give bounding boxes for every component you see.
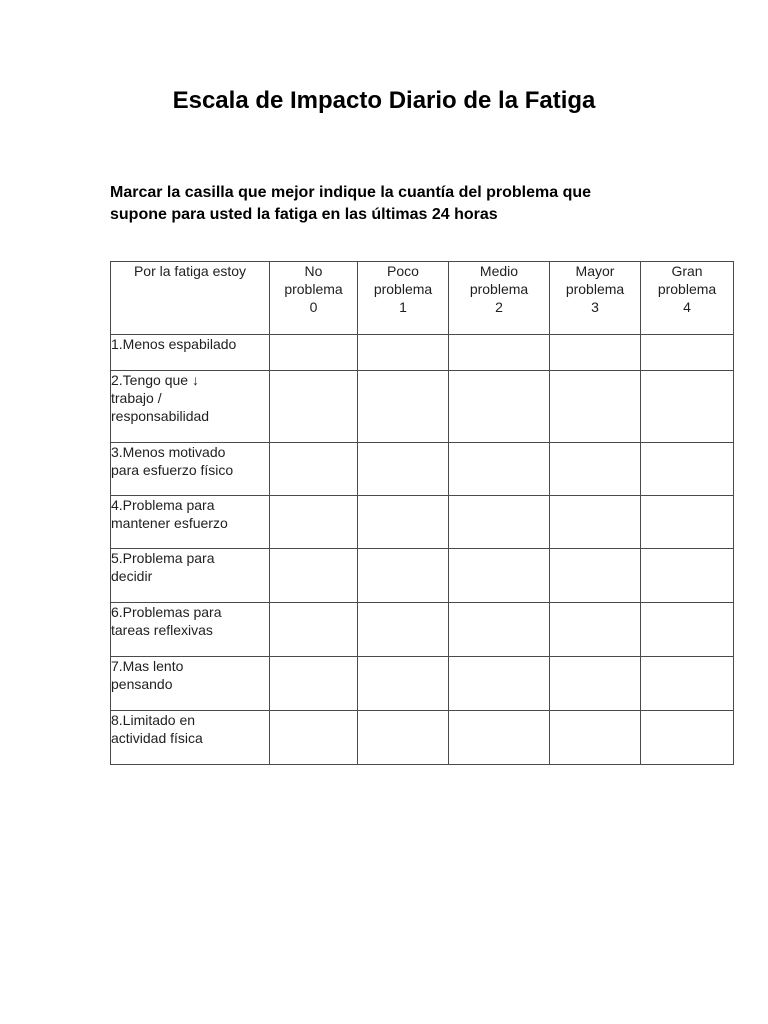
header-cell-gran-problema <box>641 262 734 335</box>
item-line: mantener esfuerzo <box>111 515 228 531</box>
header-cell-item <box>111 262 270 335</box>
rating-checkbox-3[interactable] <box>550 657 641 711</box>
header-line: Poco <box>387 263 419 279</box>
item-line: 4.Problema para <box>111 497 215 513</box>
rating-checkbox-2[interactable] <box>449 496 550 549</box>
item-label-cell <box>111 496 270 549</box>
item-line: 8.Limitado en <box>111 712 196 728</box>
item-label-cell <box>111 549 270 603</box>
rating-checkbox-2[interactable] <box>449 657 550 711</box>
rating-checkbox-3[interactable] <box>550 711 641 765</box>
item-label-cell <box>111 603 270 657</box>
rating-checkbox-0[interactable] <box>270 371 358 443</box>
item-line: actividad física <box>111 730 203 746</box>
rating-checkbox-1[interactable] <box>358 443 449 496</box>
rating-checkbox-1[interactable] <box>358 603 449 657</box>
header-line: Mayor <box>575 263 615 279</box>
item-line: decidir <box>111 568 153 584</box>
fatigue-scale-table <box>110 261 734 765</box>
header-line: problema <box>373 281 433 297</box>
rating-checkbox-1[interactable] <box>358 711 449 765</box>
item-label-cell <box>111 371 270 443</box>
rating-checkbox-3[interactable] <box>550 371 641 443</box>
item-line: 1.Menos espabilado <box>111 336 237 352</box>
rating-checkbox-0[interactable] <box>270 711 358 765</box>
table-row <box>111 603 734 657</box>
table-row <box>111 371 734 443</box>
table-row <box>111 549 734 603</box>
item-label-cell <box>111 657 270 711</box>
rating-checkbox-4[interactable] <box>641 711 734 765</box>
rating-checkbox-3[interactable] <box>550 443 641 496</box>
rating-checkbox-2[interactable] <box>449 549 550 603</box>
header-label: Por la fatiga estoy <box>133 263 247 279</box>
header-line: No <box>304 263 323 279</box>
rating-checkbox-0[interactable] <box>270 603 358 657</box>
item-line: 7.Mas lento <box>111 658 184 674</box>
header-cell-poco-problema <box>358 262 449 335</box>
rating-checkbox-2[interactable] <box>449 603 550 657</box>
item-line: 3.Menos motivado <box>111 444 226 460</box>
rating-checkbox-3[interactable] <box>550 496 641 549</box>
document-title: Escala de Impacto Diario de la Fatiga <box>172 87 596 114</box>
item-label-cell <box>111 711 270 765</box>
item-line: pensando <box>111 676 173 692</box>
table-row <box>111 496 734 549</box>
item-label-cell <box>111 335 270 371</box>
rating-checkbox-0[interactable] <box>270 549 358 603</box>
rating-checkbox-0[interactable] <box>270 657 358 711</box>
rating-checkbox-4[interactable] <box>641 335 734 371</box>
table-header-row <box>111 262 734 335</box>
header-line: problema <box>284 281 343 297</box>
item-line: trabajo / <box>111 390 162 406</box>
rating-checkbox-0[interactable] <box>270 443 358 496</box>
rating-checkbox-4[interactable] <box>641 496 734 549</box>
item-label-cell <box>111 443 270 496</box>
table-row <box>111 711 734 765</box>
rating-checkbox-0[interactable] <box>270 496 358 549</box>
rating-checkbox-1[interactable] <box>358 657 449 711</box>
rating-checkbox-1[interactable] <box>358 371 449 443</box>
item-line: 2.Tengo que ↓ <box>111 372 199 388</box>
header-cell-no-problema <box>270 262 358 335</box>
instructions-line: supone para usted la fatiga en las últimas 24 horas <box>110 206 498 223</box>
instructions-line: Marcar la casilla que mejor indique la cuantía del problema que <box>110 184 592 201</box>
header-line: problema <box>657 281 717 297</box>
header-line: Gran <box>671 263 703 279</box>
rating-checkbox-2[interactable] <box>449 371 550 443</box>
rating-checkbox-4[interactable] <box>641 371 734 443</box>
header-line: problema <box>469 281 529 297</box>
table-row <box>111 657 734 711</box>
item-line: 5.Problema para <box>111 550 215 566</box>
item-line: para esfuerzo físico <box>111 462 234 478</box>
header-cell-mayor-problema <box>550 262 641 335</box>
header-line: Medio <box>479 263 519 279</box>
rating-checkbox-1[interactable] <box>358 335 449 371</box>
header-line: 4 <box>683 299 691 315</box>
rating-checkbox-2[interactable] <box>449 711 550 765</box>
rating-checkbox-1[interactable] <box>358 496 449 549</box>
item-line: responsabilidad <box>111 408 210 424</box>
rating-checkbox-0[interactable] <box>270 335 358 371</box>
table-row <box>111 335 734 371</box>
header-line: 3 <box>591 299 599 315</box>
item-line: tareas reflexivas <box>111 622 213 638</box>
rating-checkbox-2[interactable] <box>449 443 550 496</box>
rating-checkbox-4[interactable] <box>641 603 734 657</box>
header-line: 1 <box>399 299 407 315</box>
header-line: 2 <box>495 299 503 315</box>
rating-checkbox-4[interactable] <box>641 549 734 603</box>
rating-checkbox-3[interactable] <box>550 335 641 371</box>
rating-checkbox-4[interactable] <box>641 443 734 496</box>
rating-checkbox-1[interactable] <box>358 549 449 603</box>
rating-checkbox-3[interactable] <box>550 603 641 657</box>
rating-checkbox-4[interactable] <box>641 657 734 711</box>
table-row <box>111 443 734 496</box>
header-line: 0 <box>309 299 318 315</box>
rating-checkbox-3[interactable] <box>550 549 641 603</box>
rating-checkbox-2[interactable] <box>449 335 550 371</box>
header-line: problema <box>565 281 625 297</box>
instructions-text <box>110 182 710 226</box>
item-line: 6.Problemas para <box>111 604 222 620</box>
header-cell-medio-problema <box>449 262 550 335</box>
